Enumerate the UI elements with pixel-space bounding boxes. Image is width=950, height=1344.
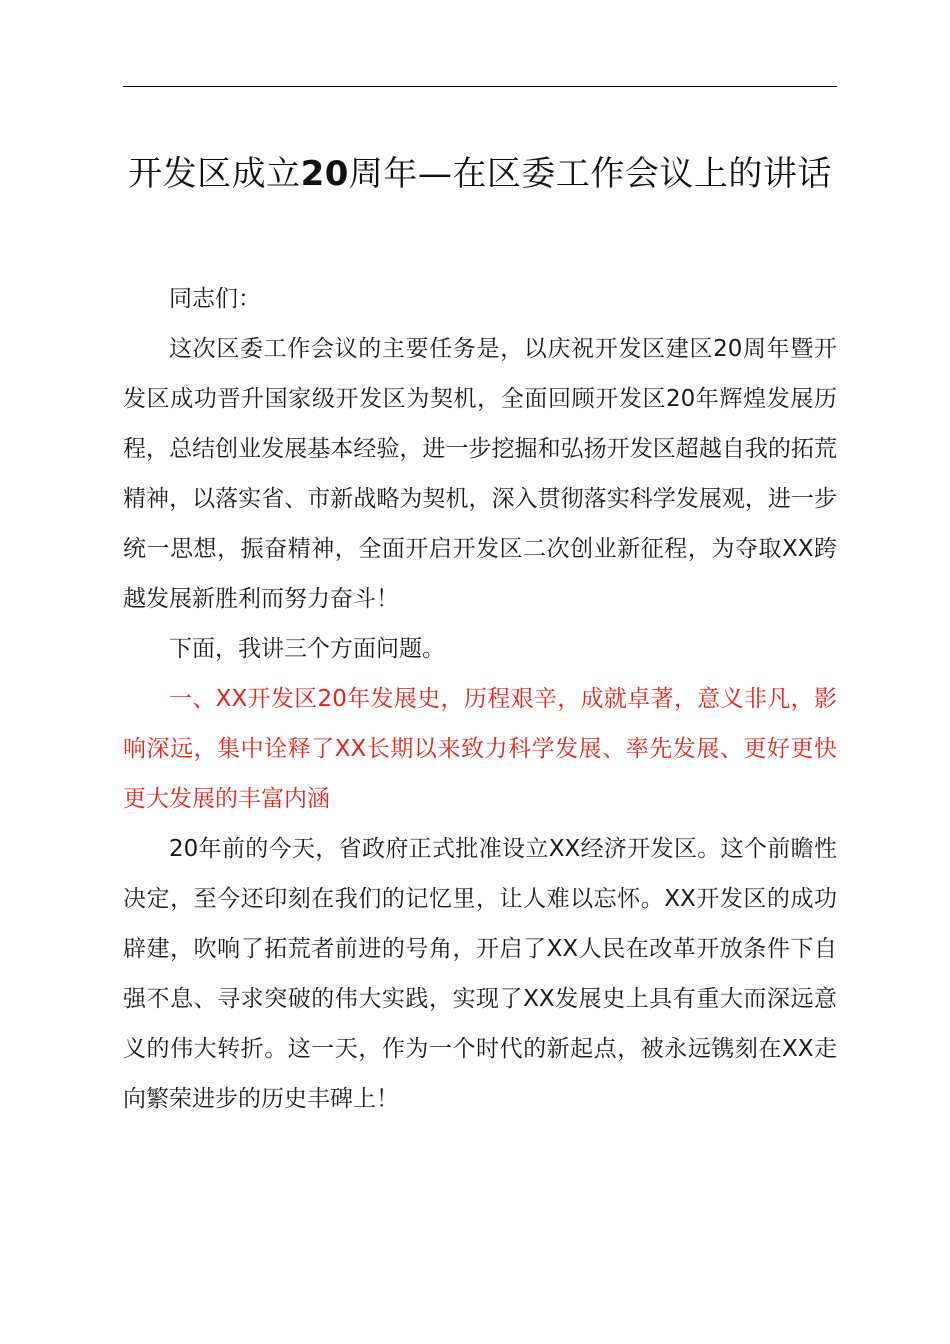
salutation: 同志们：: [169, 286, 261, 312]
body-paragraph: 这次区委工作会议的主要任务是，以庆祝开发区建区20周年暨开发区成功晋升国家级开发区为契机，全面回顾开发区20年辉煌发展历程，总结创业发展基本经验，进一步挖掘和弘扬开发区超越自我的拓荒精神，以落实省、市新战略为契机，深入贯彻落实科学发展观，进一步统一思想，振奋精神，全面开启开发区二次创业新征程，为夺取XX跨越发展新胜利而努力奋斗！: [123, 336, 837, 612]
title-part-2: 周年—在区委工作会议上的讲话: [348, 154, 832, 194]
section-heading: 一、XX开发区20年发展史，历程艰辛，成就卓著，意义非凡，影响深远，集中诠释了XX长期以来致力科学发展、率先发展、更好更快更大发展的丰富内涵: [123, 686, 837, 812]
title-part-1: 开发区成立: [128, 154, 301, 194]
document-title: [123, 148, 837, 200]
title-number: 20: [300, 154, 349, 194]
body-paragraph: 下面，我讲三个方面问题。: [169, 636, 445, 662]
document-body: [123, 274, 837, 1124]
header-rule: [123, 86, 837, 87]
body-paragraph: 20年前的今天，省政府正式批准设立XX经济开发区。这个前瞻性决定，至今还印刻在我们的记忆里，让人难以忘怀。XX开发区的成功辟建，吹响了拓荒者前进的号角，开启了XX人民在改革开放条件下自强不息、寻求突破的伟大实践，实现了XX发展史上具有重大而深远意义的伟大转折。这一天，作为一个时代的新起点，被永远镌刻在XX走向繁荣进步的历史丰碑上！: [123, 836, 837, 1112]
